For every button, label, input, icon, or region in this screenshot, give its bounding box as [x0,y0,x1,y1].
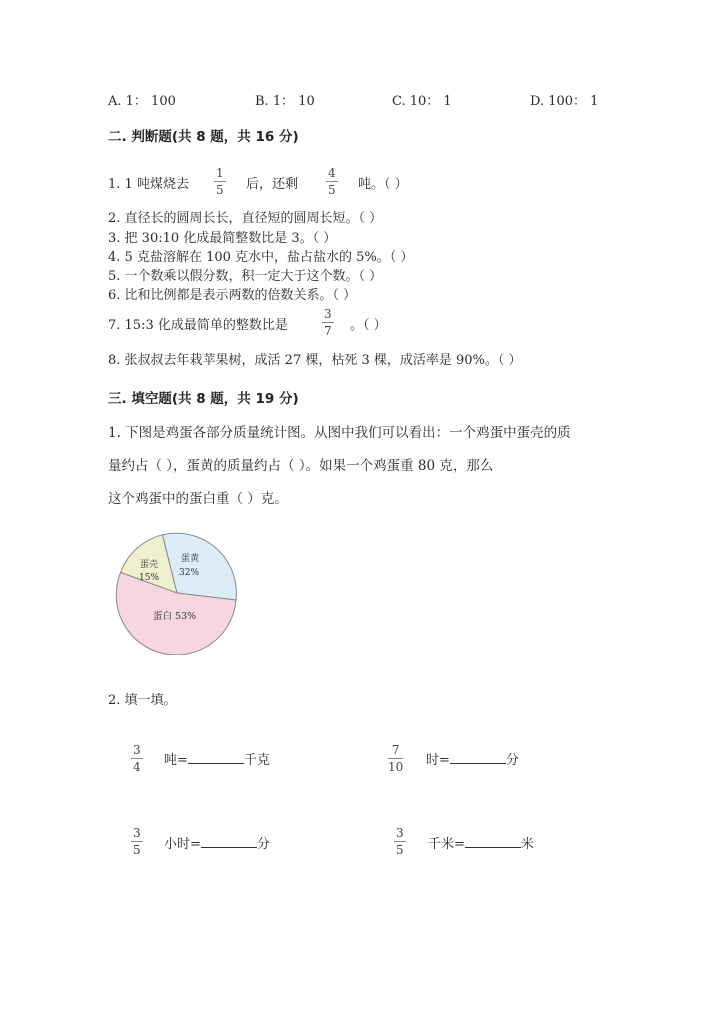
fill-item-3: 小时= 分 [164,837,270,852]
judgement-q7-pre: 7. 15:3 化成最简单的整数比是 [108,318,288,333]
answer-blank[interactable] [465,835,521,848]
fill-item-1: 吨= 千克 [164,753,270,768]
egg-pie-chart [115,531,239,655]
choice-b: B. 1： 10 [255,94,315,109]
pie-label-white: 蛋白 53% [153,611,197,622]
judgement-q6: 6. 比和比例都是表示两数的倍数关系。（ ） [108,288,357,303]
fraction: 3 5 [133,826,141,857]
fraction: 4 5 [328,166,336,197]
section-title-fill: 三. 填空题(共 8 题，共 19 分) [108,391,299,407]
judgement-q8: 8. 张叔叔去年栽苹果树，成活 27 棵，枯死 3 棵，成活率是 90%。（ ） [108,353,522,368]
judgement-q2: 2. 直径长的圆周长长，直径短的圆周长短。（ ） [108,211,383,226]
answer-blank[interactable] [450,751,506,764]
choice-a: A. 1： 100 [108,94,176,109]
fraction: 3 5 [396,826,404,857]
pie-label-yolk-name: 蛋黄 [181,554,200,564]
pie-label-shell-pct: 15% [139,573,160,583]
judgement-q5: 5. 一个数乘以假分数，积一定大于这个数。（ ） [108,269,383,284]
judgement-q1-mid: 后，还剩 [246,177,299,192]
fill-item-4: 千米= 米 [428,837,534,852]
judgement-q3: 3. 把 30:10 化成最简整数比是 3。（ ） [108,231,337,246]
judgement-q7-post: 。（ ） [350,318,387,333]
judgement-q4: 4. 5 克盐溶解在 100 克水中，盐占盐水的 5%。（ ） [108,250,414,265]
answer-blank[interactable] [201,835,257,848]
choice-d: D. 100： 1 [530,94,599,109]
pie-label-yolk-pct: 32% [179,568,200,578]
fill-q1-line1: 1. 下图是鸡蛋各部分质量统计图。从图中我们可以看出：一个鸡蛋中蛋壳的质 [108,425,571,441]
fill-q1-line3: 这个鸡蛋中的蛋白重（ ）克。 [108,491,288,507]
fraction: 3 4 [133,743,141,774]
fraction: 3 7 [324,307,332,338]
pie-label-shell-name: 蛋壳 [140,560,159,570]
section-title-judgement: 二. 判断题(共 8 题，共 16 分) [108,129,299,145]
fill-q2-title: 2. 填一填。 [108,693,177,708]
answer-blank[interactable] [188,751,244,764]
judgement-q1-post: 吨。（ ） [358,177,408,192]
fraction: 1 5 [216,166,224,197]
fill-q1-line2: 量约占（ ），蛋黄的质量约占（ ）。如果一个鸡蛋重 80 克，那么 [108,458,494,474]
choice-c: C. 10： 1 [392,94,452,109]
judgement-q1-pre: 1. 1 吨煤烧去 [108,177,189,192]
fraction: 7 10 [388,743,404,774]
fill-item-2: 时= 分 [426,753,519,768]
